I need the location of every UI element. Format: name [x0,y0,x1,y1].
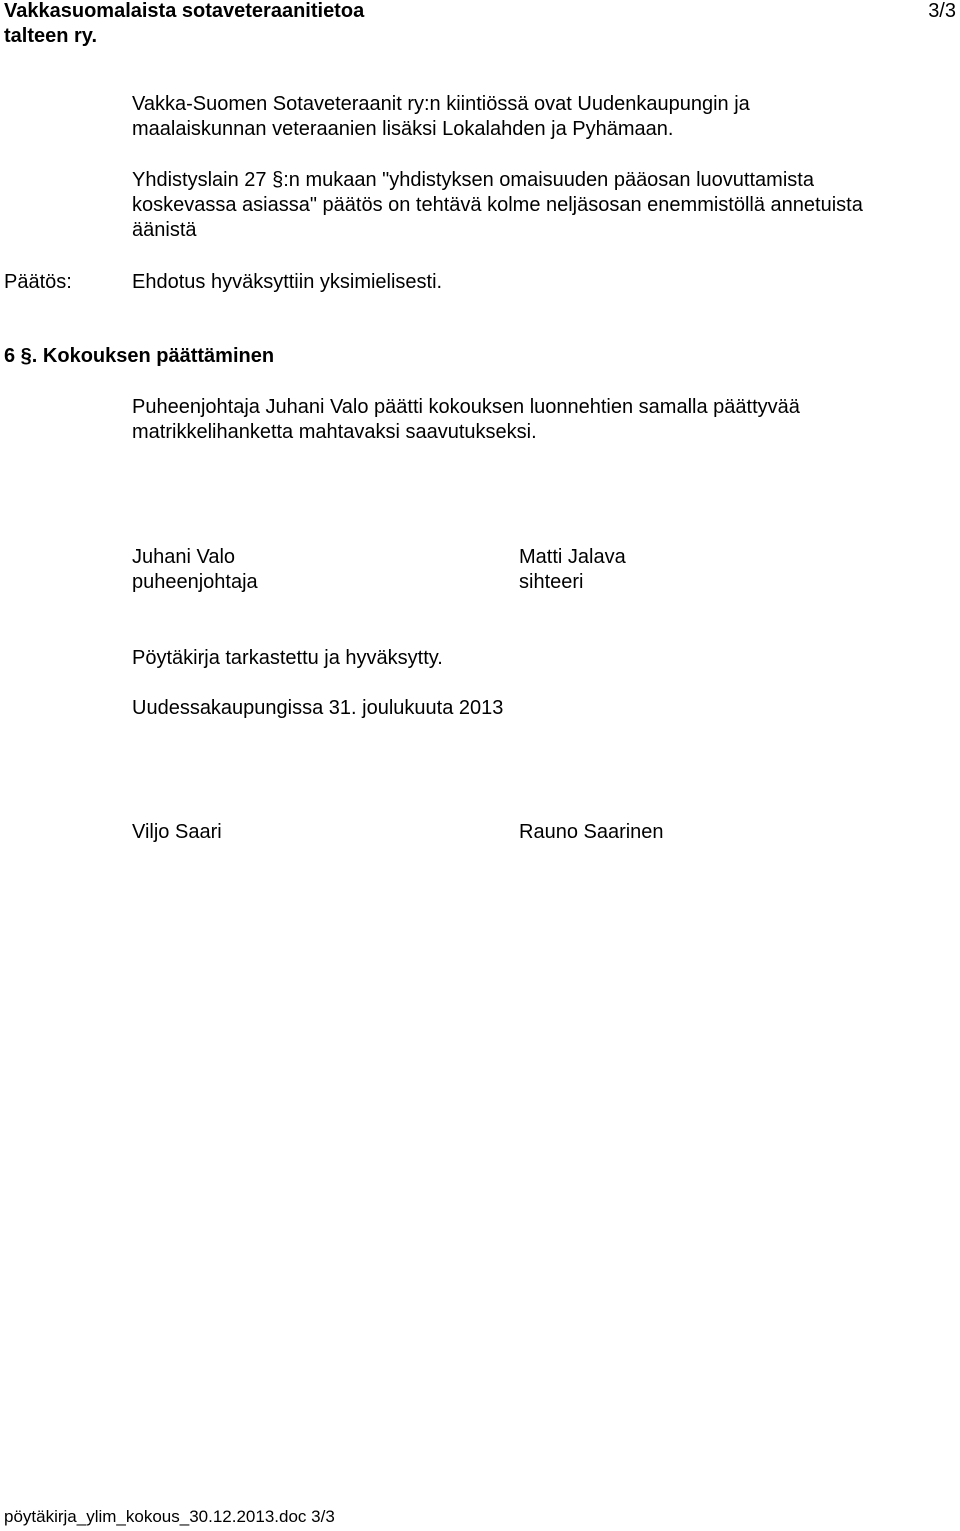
paragraph-line: matrikkelihanketta mahtavaksi saavutukseksi. [132,421,537,443]
paragraph-line: Yhdistyslain 27 §:n mukaan "yhdistyksen omaisuuden pääosan luovuttamista [132,169,814,191]
paragraph-line: maalaiskunnan veteraanien lisäksi Lokalahden ja Pyhämaan. [132,118,674,140]
signature-secretary [519,545,626,595]
paragraph-yhdistyslaki [132,168,863,243]
paragraph-kiintio [132,92,750,142]
signature-title: puheenjohtaja [132,571,258,593]
checker-name: Viljo Saari [132,821,222,843]
place-date: Uudessakaupungissa 31. joulukuuta 2013 [132,697,504,719]
footer-filename: pöytäkirja_ylim_kokous_30.12.2013.doc 3/3 [4,1507,335,1526]
paragraph-line: koskevassa asiassa" päätös on tehtävä kolme neljäsosan enemmistöllä annetuista [132,194,863,216]
paragraph-line: Vakka-Suomen Sotaveteraanit ry:n kiintiössä ovat Uudenkaupungin ja [132,93,750,115]
paragraph-line: Puheenjohtaja Juhani Valo päätti kokouksen luonnehtien samalla päättyvää [132,396,800,418]
paragraph-line: äänistä [132,219,197,241]
organization-title [4,0,364,49]
decision-label: Päätös: [4,271,72,293]
organization-title-line1: Vakkasuomalaista sotaveteraanitietoa [4,0,365,22]
signature-title: sihteeri [519,571,584,593]
page-number: 3/3 [928,0,956,22]
checker-name: Rauno Saarinen [519,821,664,843]
section-paragraph [132,395,800,445]
signature-name: Juhani Valo [132,546,236,568]
organization-title-line2: talteen ry. [4,25,97,47]
decision-text: Ehdotus hyväksyttiin yksimielisesti. [132,271,443,293]
signature-name: Matti Jalava [519,546,626,568]
section-heading: 6 §. Kokouksen päättäminen [4,345,275,367]
signature-chair [132,545,258,595]
verification-statement: Pöytäkirja tarkastettu ja hyväksytty. [132,647,443,669]
